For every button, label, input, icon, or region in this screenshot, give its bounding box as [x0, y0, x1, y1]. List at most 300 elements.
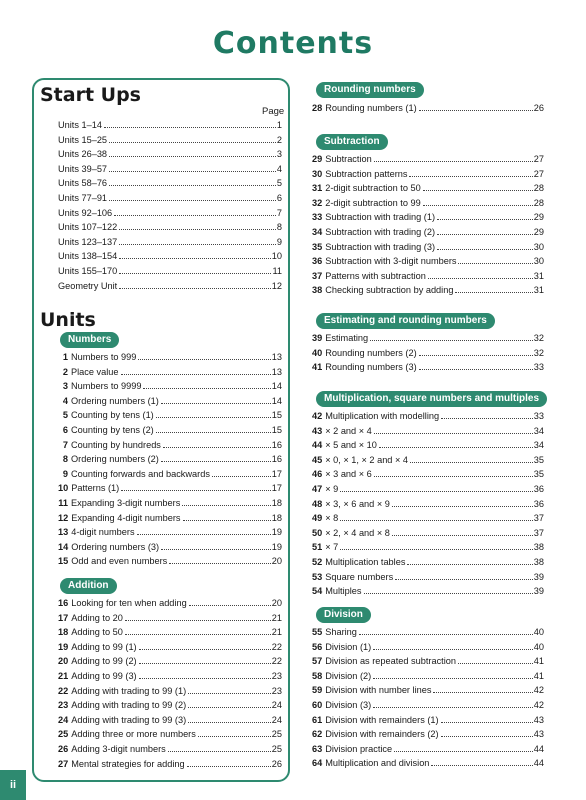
toc-entry-number: 12	[58, 512, 69, 523]
toc-entry-number: 8	[62, 454, 68, 465]
dot-leader	[119, 258, 271, 259]
toc-entry-page: 13	[271, 352, 282, 362]
start-ups-list	[58, 118, 282, 293]
toc-entry-number: 27	[58, 758, 69, 769]
dot-leader	[121, 490, 271, 491]
section-pill-subtraction: Subtraction	[316, 134, 388, 150]
toc-entry-title: Patterns with subtraction	[325, 270, 426, 281]
toc-entry-number: 2	[62, 366, 68, 377]
toc-entry-title: Units 39–57	[58, 163, 108, 174]
toc-entry	[312, 467, 544, 482]
toc-entry-title: Multiplication tables	[325, 556, 406, 567]
dot-leader	[156, 432, 271, 433]
toc-entry	[58, 452, 282, 467]
toc-entry-title: Expanding 4-digit numbers	[71, 512, 181, 523]
toc-entry-title: Sharing	[325, 627, 357, 637]
toc-entry-number: 20	[58, 656, 69, 667]
dot-leader	[437, 219, 533, 220]
toc-entry	[312, 210, 544, 225]
toc-entry-title: Subtraction	[325, 154, 372, 164]
section-pill-numbers: Numbers	[60, 332, 119, 348]
dot-leader	[168, 751, 271, 752]
toc-entry-title: Multiples	[325, 586, 362, 597]
toc-entry	[312, 555, 544, 570]
toc-entry	[58, 496, 282, 511]
dot-leader	[428, 278, 533, 279]
toc-entry-number: 4	[62, 395, 68, 406]
toc-entry-number: 28	[312, 103, 323, 113]
dot-leader	[392, 535, 533, 536]
dot-leader	[374, 161, 533, 162]
dot-leader	[359, 634, 533, 635]
toc-entry	[58, 438, 282, 453]
toc-entry-page: 21	[271, 627, 282, 638]
toc-entry-page: 18	[271, 497, 282, 508]
toc-entry-page: 24	[271, 714, 282, 725]
toc-entry-page: 4	[276, 163, 282, 174]
toc-entry-page: 14	[271, 381, 282, 392]
toc-entry-page: 16	[271, 454, 282, 465]
toc-entry-number: 11	[58, 497, 68, 508]
toc-entry-number: 43	[312, 425, 323, 436]
toc-entry-title: × 5 and × 10	[325, 440, 377, 451]
toc-entry-page: 12	[271, 280, 282, 291]
toc-entry-page: 25	[271, 729, 282, 740]
toc-entry-page: 37	[533, 513, 544, 524]
dot-leader	[139, 663, 271, 664]
toc-entry	[58, 220, 282, 235]
toc-entry-page: 6	[276, 192, 282, 203]
toc-entry-page: 11	[272, 265, 282, 276]
dot-leader	[419, 110, 533, 111]
toc-entry	[58, 640, 282, 655]
dot-leader	[137, 534, 271, 535]
toc-entry-page: 29	[533, 226, 544, 237]
toc-entry-number: 53	[312, 571, 323, 582]
dot-leader	[392, 506, 533, 507]
toc-entry-page: 27	[533, 154, 544, 164]
dot-leader	[161, 461, 271, 462]
toc-entry	[312, 570, 544, 585]
toc-entry-page: 31	[533, 270, 544, 281]
toc-entry-number: 32	[312, 197, 323, 208]
start-ups-heading: Start Ups	[40, 84, 141, 106]
toc-entry	[58, 511, 282, 526]
toc-entry-page: 14	[271, 395, 282, 406]
toc-entry-number: 10	[58, 483, 69, 494]
toc-entry-number: 6	[62, 424, 68, 435]
toc-entry-page: 35	[533, 454, 544, 465]
dot-leader	[379, 447, 533, 448]
dot-leader	[119, 288, 271, 289]
toc-entry	[58, 249, 282, 264]
toc-entry-title: Geometry Unit	[58, 280, 118, 291]
dot-leader	[109, 200, 276, 201]
toc-entry-title: Adding with trading to 99 (1)	[71, 685, 187, 696]
toc-entry-number: 19	[58, 641, 69, 652]
toc-entry	[58, 611, 282, 626]
toc-entry	[312, 196, 544, 211]
toc-entry-page: 28	[533, 197, 544, 208]
addition-list	[58, 596, 282, 771]
toc-entry	[312, 181, 544, 196]
dot-leader	[409, 176, 532, 177]
toc-entry-title: × 0, × 1, × 2 and × 4	[325, 454, 408, 465]
dot-leader	[340, 491, 533, 492]
toc-entry-title: Subtraction with trading (2)	[325, 226, 436, 237]
toc-entry-number: 34	[312, 226, 323, 237]
toc-entry-page: 40	[533, 627, 544, 637]
dot-leader	[423, 190, 533, 191]
toc-entry-page: 24	[271, 700, 282, 711]
toc-entry-number: 22	[58, 685, 69, 696]
dot-leader	[374, 476, 533, 477]
toc-entry	[312, 453, 544, 468]
toc-entry-page: 31	[533, 285, 544, 296]
dot-leader	[340, 520, 533, 521]
toc-entry-number: 25	[58, 729, 69, 740]
dot-leader	[138, 359, 270, 360]
dot-leader	[437, 234, 533, 235]
toc-entry-page: 36	[533, 483, 544, 494]
toc-entry	[58, 191, 282, 206]
toc-entry-title: × 2 and × 4	[325, 425, 372, 436]
toc-entry	[312, 167, 544, 182]
toc-entry-page: 38	[533, 542, 544, 553]
toc-entry-title: Counting by tens (2)	[71, 424, 154, 435]
toc-entry-page: 2	[276, 134, 282, 145]
toc-entry-number: 56	[312, 641, 323, 652]
toc-entry	[58, 279, 282, 294]
dot-leader	[119, 273, 271, 274]
toc-entry-title: Mental strategies for adding	[71, 758, 185, 769]
toc-entry-page: 20	[271, 556, 282, 567]
toc-entry-number: 5	[62, 410, 68, 421]
toc-entry-number: 35	[312, 241, 323, 252]
toc-entry-title: Adding to 50	[71, 627, 123, 638]
numbers-list	[58, 350, 282, 569]
toc-entry	[58, 713, 282, 728]
toc-entry-number: 41	[312, 362, 323, 373]
toc-entry-number: 40	[312, 347, 323, 358]
toc-entry-page: 35	[533, 469, 544, 480]
toc-entry-page: 40	[533, 641, 544, 652]
toc-entry-page: 39	[533, 571, 544, 582]
toc-entry-number: 57	[312, 656, 323, 667]
toc-entry-page: 30	[533, 256, 544, 267]
toc-entry	[58, 147, 282, 162]
toc-entry-page: 5	[276, 178, 282, 189]
toc-entry-title: Subtraction with trading (3)	[325, 241, 436, 252]
toc-entry-title: Patterns (1)	[71, 483, 120, 494]
toc-entry-number: 26	[58, 743, 69, 754]
toc-entry	[312, 269, 544, 284]
toc-entry-page: 38	[533, 556, 544, 567]
toc-entry-title: Estimating	[325, 333, 369, 343]
toc-entry-page: 10	[271, 251, 282, 262]
toc-entry	[58, 394, 282, 409]
toc-entry-number: 24	[58, 714, 69, 725]
toc-entry	[58, 264, 282, 279]
dot-leader	[182, 505, 270, 506]
toc-entry	[58, 669, 282, 684]
toc-entry-title: Units 138–154	[58, 251, 118, 262]
toc-entry	[58, 118, 282, 133]
toc-entry	[58, 467, 282, 482]
toc-entry-title: Counting by hundreds	[71, 439, 161, 450]
dot-leader	[419, 355, 533, 356]
toc-entry-number: 17	[58, 612, 69, 623]
toc-entry-number: 47	[312, 483, 323, 494]
toc-entry	[58, 176, 282, 191]
toc-entry	[312, 640, 544, 655]
toc-entry-title: Multiplication with modelling	[325, 411, 440, 421]
toc-entry	[58, 133, 282, 148]
toc-entry-page: 33	[533, 411, 544, 421]
toc-entry-page: 13	[271, 366, 282, 377]
toc-entry	[312, 654, 544, 669]
toc-entry	[312, 360, 544, 375]
toc-entry-page: 1	[276, 120, 282, 130]
toc-entry-title: × 8	[325, 513, 339, 524]
toc-entry-title: Ordering numbers (3)	[71, 541, 160, 552]
toc-entry	[312, 497, 544, 512]
dot-leader	[109, 156, 276, 157]
toc-entry-number: 50	[312, 527, 323, 538]
toc-entry-number: 1	[62, 352, 68, 362]
dot-leader	[431, 765, 532, 766]
dot-leader	[156, 417, 271, 418]
toc-entry	[312, 625, 544, 640]
dot-leader	[437, 249, 533, 250]
toc-entry	[58, 408, 282, 423]
toc-entry-page: 28	[533, 183, 544, 194]
toc-entry-number: 29	[312, 154, 323, 164]
dot-leader	[125, 634, 271, 635]
toc-entry	[312, 683, 544, 698]
toc-entry-title: Division (2)	[325, 670, 372, 681]
toc-entry-title: Units 155–170	[58, 265, 118, 276]
toc-entry	[312, 409, 544, 424]
dot-leader	[109, 171, 276, 172]
toc-entry-title: Subtraction patterns	[325, 168, 408, 179]
toc-entry-page: 19	[271, 541, 282, 552]
toc-entry	[58, 481, 282, 496]
toc-entry	[58, 350, 282, 365]
toc-entry-title: Adding to 20	[71, 612, 123, 623]
toc-entry-title: × 3 and × 6	[325, 469, 372, 480]
dot-leader	[198, 736, 271, 737]
dot-leader	[455, 292, 532, 293]
dot-leader	[119, 229, 276, 230]
toc-entry-page: 34	[533, 440, 544, 451]
dot-leader	[139, 678, 271, 679]
section-pill-estimating: Estimating and rounding numbers	[316, 313, 495, 329]
toc-entry-title: Division (3)	[325, 699, 372, 710]
toc-entry-page: 21	[271, 612, 282, 623]
toc-entry-page: 44	[533, 743, 544, 754]
dot-leader	[139, 649, 271, 650]
toc-entry-number: 45	[312, 454, 323, 465]
toc-entry-title: Rounding numbers (3)	[325, 362, 417, 373]
dot-leader	[441, 736, 533, 737]
toc-entry-title: Adding to 99 (3)	[71, 670, 137, 681]
toc-entry-title: Adding with trading to 99 (3)	[71, 714, 187, 725]
toc-entry-number: 31	[312, 183, 323, 194]
toc-entry-number: 49	[312, 513, 323, 524]
toc-entry-page: 27	[533, 168, 544, 179]
toc-entry	[58, 162, 282, 177]
toc-entry	[312, 346, 544, 361]
estimating-list	[312, 331, 544, 375]
toc-entry	[312, 511, 544, 526]
dot-leader	[188, 693, 271, 694]
multiplication-list	[312, 409, 544, 599]
toc-entry-number: 42	[312, 411, 323, 421]
toc-entry-number: 60	[312, 699, 323, 710]
toc-entry-title: Looking for ten when adding	[71, 598, 187, 608]
dot-leader	[188, 707, 271, 708]
page-column-label: Page	[262, 106, 285, 117]
toc-entry	[58, 206, 282, 221]
toc-entry	[312, 669, 544, 684]
page-title: Contents	[212, 26, 374, 61]
section-pill-division: Division	[316, 607, 371, 623]
toc-entry-title: 2-digit subtraction to 50	[325, 183, 421, 194]
toc-entry-page: 26	[271, 758, 282, 769]
toc-entry-page: 33	[533, 362, 544, 373]
toc-entry-number: 7	[62, 439, 68, 450]
toc-entry	[58, 625, 282, 640]
dot-leader	[143, 388, 270, 389]
toc-entry-number: 48	[312, 498, 323, 509]
toc-entry-page: 32	[533, 333, 544, 343]
dot-leader	[423, 205, 533, 206]
toc-entry-page: 26	[533, 103, 544, 113]
toc-entry-page: 18	[271, 512, 282, 523]
toc-entry	[312, 727, 544, 742]
toc-entry-page: 32	[533, 347, 544, 358]
toc-entry	[312, 240, 544, 255]
toc-entry-page: 20	[271, 598, 282, 608]
toc-entry	[58, 554, 282, 569]
dot-leader	[395, 579, 533, 580]
toc-entry-number: 52	[312, 556, 323, 567]
dot-leader	[161, 403, 271, 404]
dot-leader	[441, 418, 533, 419]
toc-entry-number: 55	[312, 627, 323, 637]
toc-entry	[312, 101, 544, 116]
toc-entry-number: 23	[58, 700, 69, 711]
toc-entry-page: 15	[271, 410, 282, 421]
toc-entry	[58, 684, 282, 699]
toc-entry	[312, 254, 544, 269]
toc-entry-page: 8	[276, 222, 282, 233]
dot-leader	[410, 462, 533, 463]
toc-entry-title: Adding three or more numbers	[71, 729, 196, 740]
toc-entry-title: Units 77–91	[58, 192, 108, 203]
toc-entry-title: Division as repeated subtraction	[325, 656, 456, 667]
toc-entry-page: 34	[533, 425, 544, 436]
dot-leader	[109, 142, 276, 143]
toc-entry-number: 13	[58, 527, 69, 538]
toc-entry-title: Subtraction with 3-digit numbers	[325, 256, 457, 267]
dot-leader	[364, 593, 533, 594]
toc-entry-page: 37	[533, 527, 544, 538]
toc-entry-title: × 7	[325, 542, 339, 553]
toc-entry-number: 37	[312, 270, 323, 281]
toc-entry-title: Division with remainders (2)	[325, 729, 439, 740]
toc-entry	[312, 713, 544, 728]
toc-entry-title: Units 1–14	[58, 120, 102, 130]
toc-entry-title: Checking subtraction by adding	[325, 285, 454, 296]
toc-entry-number: 18	[58, 627, 69, 638]
toc-entry	[312, 152, 544, 167]
dot-leader	[163, 447, 271, 448]
dot-leader	[109, 185, 276, 186]
dot-leader	[114, 215, 276, 216]
toc-entry-title: Rounding numbers (2)	[325, 347, 417, 358]
toc-entry-title: Ordering numbers (2)	[71, 454, 159, 465]
toc-entry-title: Ordering numbers (1)	[71, 395, 159, 406]
toc-entry-title: Units 92–106	[58, 207, 113, 218]
toc-entry-title: × 3, × 6 and × 9	[325, 498, 390, 509]
toc-entry-page: 25	[271, 743, 282, 754]
toc-entry-page: 17	[271, 483, 282, 494]
toc-entry	[312, 540, 544, 555]
dot-leader	[458, 263, 532, 264]
toc-entry-number: 16	[58, 598, 69, 608]
toc-entry-number: 51	[312, 542, 323, 553]
toc-entry-title: Division practice	[325, 743, 393, 754]
toc-entry-number: 58	[312, 670, 323, 681]
toc-entry-title: Odd and even numbers	[71, 556, 168, 567]
section-pill-rounding: Rounding numbers	[316, 82, 424, 98]
dot-leader	[188, 722, 271, 723]
dot-leader	[374, 433, 533, 434]
toc-entry	[312, 283, 544, 298]
dot-leader	[373, 678, 533, 679]
toc-entry	[312, 756, 544, 771]
toc-entry-page: 16	[271, 439, 282, 450]
dot-leader	[458, 663, 533, 664]
toc-entry-number: 33	[312, 212, 323, 223]
section-pill-multiplication: Multiplication, square numbers and multiples	[316, 391, 547, 407]
toc-entry-title: Adding to 99 (2)	[71, 656, 137, 667]
toc-entry	[312, 424, 544, 439]
toc-entry-page: 41	[533, 656, 544, 667]
toc-entry-page: 42	[533, 699, 544, 710]
dot-leader	[407, 564, 532, 565]
rounding-list	[312, 101, 544, 116]
toc-entry	[312, 742, 544, 757]
toc-entry	[58, 727, 282, 742]
dot-leader	[373, 707, 533, 708]
footer-page-number: ii	[0, 770, 26, 800]
dot-leader	[433, 692, 532, 693]
toc-entry-number: 62	[312, 729, 323, 740]
toc-entry-number: 30	[312, 168, 323, 179]
toc-entry-page: 29	[533, 212, 544, 223]
toc-entry-title: Counting by tens (1)	[71, 410, 154, 421]
toc-entry	[58, 540, 282, 555]
toc-entry-title: Expanding 3-digit numbers	[71, 497, 181, 508]
toc-entry	[58, 365, 282, 380]
toc-entry-number: 3	[62, 381, 68, 392]
dot-leader	[373, 649, 533, 650]
toc-entry-page: 36	[533, 498, 544, 509]
division-list	[312, 625, 544, 771]
